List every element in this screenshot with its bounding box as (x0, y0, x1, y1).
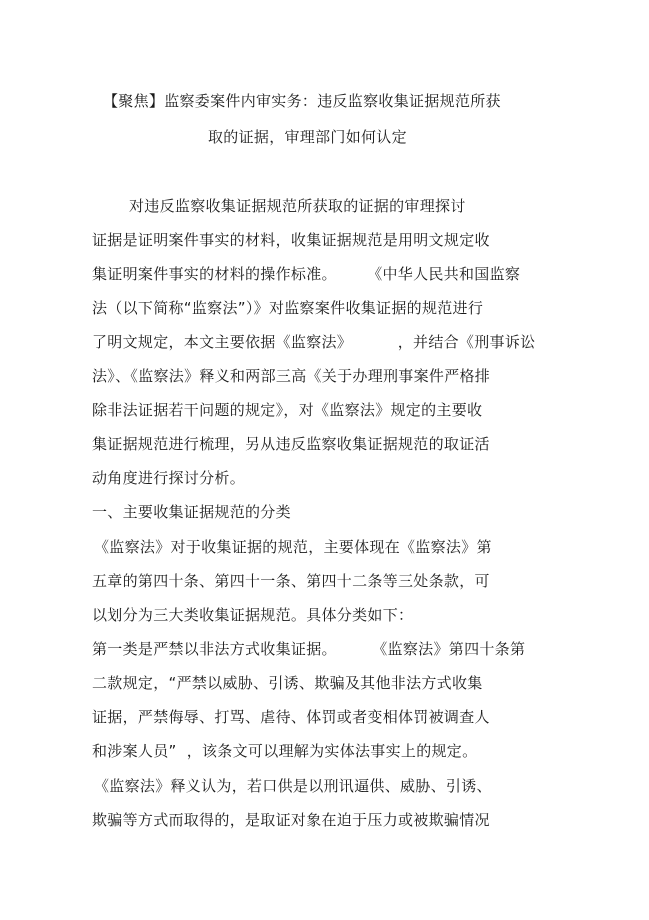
paragraph-line: 《监察法》释义认为，若口供是以刑讯逼供、威胁、引诱、 (94, 777, 492, 795)
paragraph-line: 欺骗等方式而取得的，是取证对象在迫于压力或被欺骗情况 (92, 811, 490, 829)
paragraph-line: 五章的第四十条、第四十一条、第四十二条等三处条款，可 (92, 572, 490, 590)
paragraph-line: 《监察法》对于收集证据的规范，主要体现在《监察法》第 (94, 538, 492, 556)
paragraph-line: 第一类是严禁以非法方式收集证据。 《监察法》第四十条第 (92, 640, 526, 658)
paragraph-line: 以划分为三大类收集证据规范。具体分类如下： (92, 606, 414, 624)
paragraph-line: 除非法证据若干问题的规定》，对《监察法》规定的主要收 (92, 401, 483, 419)
paragraph-line: 和涉案人员” ，该条文可以理解为实体法事实上的规定。 (92, 742, 478, 760)
paragraph-line: 集证明案件事实的材料的操作标准。 《中华人民共和国监察 (92, 265, 521, 283)
paragraph-line: 了明文规定，本文主要依据《监察法》 ，并结合《刑事诉讼 (92, 333, 536, 351)
paragraph-line: 证据，严禁侮辱、打骂、虐待、体罚或者变相体罚被调查人 (92, 708, 490, 726)
section-heading: 一、主要收集证据规范的分类 (92, 503, 291, 521)
paragraph-line: 证据是证明案件事实的材料，收集证据规范是用明文规定收 (92, 231, 490, 249)
paragraph-line: 二款规定，“严禁以威胁、引诱、欺骗及其他非法方式收集 (92, 674, 483, 692)
paragraph-line: 集证据规范进行梳理，另从违反监察收集证据规范的取证活 (92, 435, 490, 453)
document-title-line-1: 【聚焦】监察委案件内审实务：违反监察收集证据规范所获 (103, 92, 501, 110)
paragraph-line: 法（以下简称“监察法”）》对监察案件收集证据的规范进行 (92, 299, 484, 317)
document-title-line-2: 取的证据，审理部门如何认定 (208, 128, 407, 146)
section-heading: 对违反监察收集证据规范所获取的证据的审理探讨 (129, 197, 466, 215)
paragraph-line: 法》、《监察法》释义和两部三高《关于办理刑事案件严格排 (92, 367, 491, 385)
paragraph-line: 动角度进行探讨分析。 (92, 469, 246, 487)
